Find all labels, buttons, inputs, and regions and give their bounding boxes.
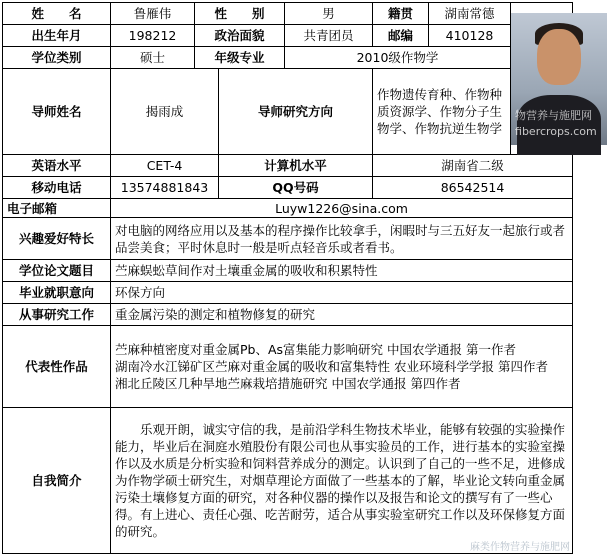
birth-value: 198212 xyxy=(111,25,195,47)
qq-value: 86542514 xyxy=(373,177,573,199)
hobby-label: 兴趣爱好特长 xyxy=(3,218,111,260)
profile-photo xyxy=(511,13,607,145)
works-list xyxy=(111,326,573,408)
grade-major-value: 2010级作物学 xyxy=(285,47,511,69)
research-dir-label: 导师研究方向 xyxy=(219,69,373,155)
computer-value: 湖南省二级 xyxy=(373,155,573,177)
politics-value: 共青团员 xyxy=(285,25,373,47)
origin-label: 籍贯 xyxy=(373,3,429,25)
hobby-value: 对电脑的网络应用以及基本的程序操作比较拿手，闲暇时与三五好友一起旅行或者品尝美食；平时休息时一般是听点轻音乐或者看书。 xyxy=(111,218,573,260)
name-label: 姓 名 xyxy=(3,3,111,25)
resume-table xyxy=(2,2,597,554)
english-label: 英语水平 xyxy=(3,155,111,177)
english-value: CET-4 xyxy=(111,155,219,177)
qq-label: QQ号码 xyxy=(219,177,373,199)
grade-major-label: 年级专业 xyxy=(195,47,285,69)
mobile-label: 移动电话 xyxy=(3,177,111,199)
origin-value: 湖南常德 xyxy=(429,3,511,25)
gender-label: 性 别 xyxy=(195,3,285,25)
works-item-3: 湘北丘陵区几种旱地苎麻栽培措施研究 中国农学通报 第四作者 xyxy=(115,376,461,391)
degree-type-label: 学位类别 xyxy=(3,47,111,69)
politics-label: 政治面貌 xyxy=(195,25,285,47)
postcode-label: 邮编 xyxy=(373,25,429,47)
intro-value: 乐观开朗，诚实守信的我，是前沿学科生物技术毕业，能够有较强的实验操作能力，毕业后在洞庭水殖股份有限公司也从事实验员的工作，进行基本的实验室操作以及水质是分析实验和饲料营养成分的测定。认识到了自己的一些不足，进修成为作物学硕士研究生，对烟草理论方面做了一些基本的了解，毕业论文转向重金属污染土壤修复方面的研究，对各种仪器的操作以及报告和论文的撰写有了一些心得。有上进心、责任心强、吃苦耐劳，适合从事实验室研究工作以及环保修复方面的研究。 xyxy=(111,408,573,554)
job-intent-value: 环保方向 xyxy=(111,282,573,304)
photo-face xyxy=(537,29,581,85)
footer-watermark: 麻类作物营养与施肥网 xyxy=(470,542,570,553)
name-value: 鲁雁伟 xyxy=(111,3,195,25)
email-value: Luyw1226@sina.com xyxy=(111,199,573,218)
supervisor-label: 导师姓名 xyxy=(3,69,111,155)
photo-cell xyxy=(511,3,597,155)
degree-type-value: 硕士 xyxy=(111,47,195,69)
email-label: 电子邮箱 xyxy=(3,199,111,218)
birth-label: 出生年月 xyxy=(3,25,111,47)
computer-label: 计算机水平 xyxy=(219,155,373,177)
research-work-value: 重金属污染的测定和植物修复的研究 xyxy=(111,304,573,326)
photo-watermark-2: fibercrops.com xyxy=(515,124,597,138)
research-work-label: 从事研究工作 xyxy=(3,304,111,326)
postcode-value: 410128 xyxy=(429,25,511,47)
job-intent-label: 毕业就职意向 xyxy=(3,282,111,304)
mobile-value: 13574881843 xyxy=(111,177,219,199)
works-item-1: 苎麻种植密度对重金属Pb、As富集能力影响研究 中国农学通报 第一作者 xyxy=(115,342,516,357)
works-label: 代表性作品 xyxy=(3,326,111,408)
research-dir-value: 作物遗传育种、作物种质资源学、作物分子生物学、作物抗逆生物学 xyxy=(373,69,511,155)
thesis-value: 苎麻蜈蚣草间作对土壤重金属的吸收和积累特性 xyxy=(111,260,573,282)
works-item-2: 湖南冷水江锑矿区苎麻对重金属的吸收和富集特性 农业环境科学学报 第四作者 xyxy=(115,359,548,374)
thesis-label: 学位论文题目 xyxy=(3,260,111,282)
intro-label: 自我简介 xyxy=(3,408,111,554)
photo-watermark-1: 物营养与施肥网 xyxy=(515,108,593,122)
gender-value: 男 xyxy=(285,3,373,25)
supervisor-value: 揭雨成 xyxy=(111,69,219,155)
